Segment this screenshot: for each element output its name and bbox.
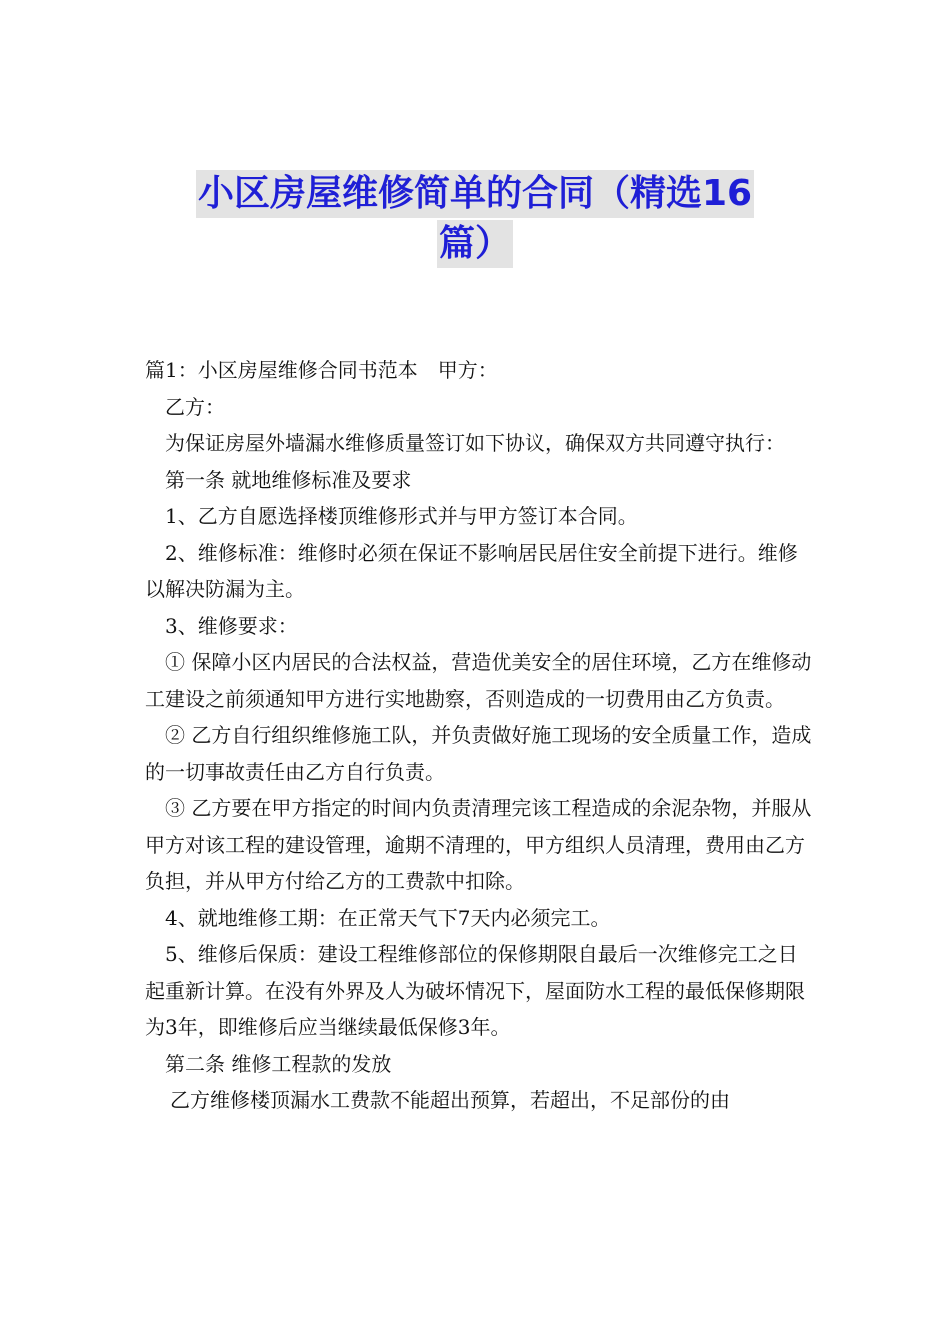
- paragraph-item-2: 2、维修标准：维修时必须在保证不影响居民居住安全前提下进行。维修以解决防漏为主。: [145, 540, 798, 601]
- paragraph-item-5: 5、维修后保质：建设工程维修部位的保修期限自最后一次维修完工之日起重新计算。在没有外界及人为破坏情况下，屋面防水工程的最低保修期限为3年，即维修后应当继续最低保修3年。: [145, 942, 805, 1039]
- title-line-1: 小区房屋维修简单的合同（精选16: [196, 170, 754, 218]
- paragraph-item-4: 4、就地维修工期：在正常天气下7天内必须完工。: [165, 905, 611, 930]
- paragraph-sub-2: ② 乙方自行组织维修施工队，并负责做好施工现场的安全质量工作，造成的一切事故责任由乙方自行负责。: [145, 723, 812, 784]
- paragraph-article-2: 第二条 维修工程款的发放: [165, 1051, 392, 1076]
- paragraph-sub-3: ③ 乙方要在甲方指定的时间内负责清理完该工程造成的余泥杂物，并服从甲方对该工程的建设管理，逾期不清理的，甲方组织人员清理，费用由乙方负担，并从甲方付给乙方的工费款中扣除。: [145, 796, 812, 893]
- paragraph-item-1: 1、乙方自愿选择楼顶维修形式并与甲方签订本合同。: [165, 504, 638, 528]
- document-body: [145, 352, 815, 1119]
- paragraph-item-3: 3、维修要求：: [165, 613, 298, 638]
- paragraph-party-b: 乙方：: [165, 394, 225, 419]
- paragraph-heading: 篇1：小区房屋维修合同书范本 甲方：: [145, 358, 498, 382]
- paragraph-article-1: 第一条 就地维修标准及要求: [165, 467, 412, 492]
- paragraph-payment: 乙方维修楼顶漏水工费款不能超出预算，若超出，不足部份的由: [170, 1088, 730, 1112]
- document-title: [0, 170, 950, 268]
- paragraph-sub-1: ① 保障小区内居民的合法权益，营造优美安全的居住环境，乙方在维修动工建设之前须通知甲方进行实地勘察，否则造成的一切费用由乙方负责。: [145, 650, 812, 711]
- paragraph-intro: 为保证房屋外墙漏水维修质量签订如下协议，确保双方共同遵守执行：: [165, 431, 785, 455]
- title-line-2: 篇）: [437, 220, 513, 268]
